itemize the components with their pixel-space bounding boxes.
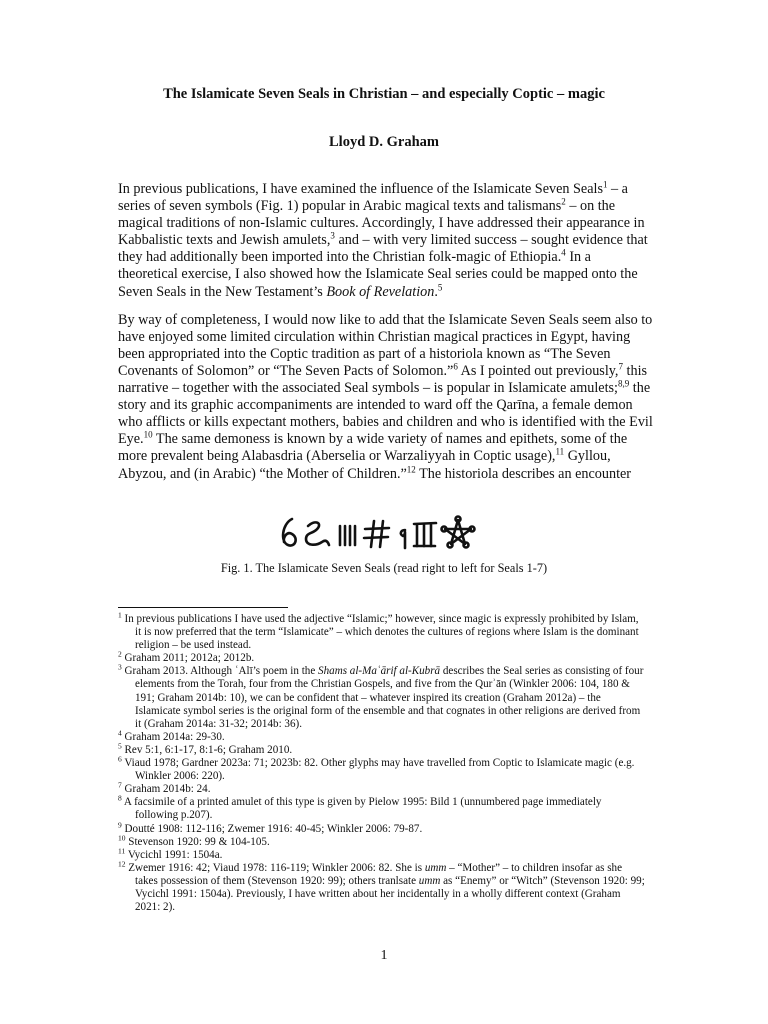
footnote-number: 10 [118, 832, 126, 842]
italic-text: umm [424, 861, 447, 874]
seven-seals-glyphs [274, 512, 494, 552]
footnote-number: 5 [118, 741, 122, 751]
paragraph: By way of completeness, I would now like to add that the Islamicate Seven Seals seem also to have enjoyed some limited circulation within Christian magical practices in Egypt, having been appropriated into the Coptic tradition as part of a historiola known as “The Seven Covenants of Solomon” or “The Seven Pacts of Solomon.”$^6$ As I pointed out previously,$^7$ this narrative – together with the associated Seal symbols – is popular in Islamicate amulets;$^{8,9}$ the story and its graphic accompaniments are intended to ward off the Qarīna, a female demon who afflicts or kills expectant mothers, babies and children and who is identified with the Evil Eye.$^{10}$ The same demoness is known by a wide variety of names and epithets, some of the more prevalent being Alabasdria (Aberselia or Warzaliyyah in Coptic usage),$^{11}$ Gyllou, Abyzou, and (in Arabic) “the Mother of Children.”$^{12}$ The historiola describes an encounter [118, 311, 653, 482]
footnote-10: $^{10}$ Stevenson 1920: 99 & 104-105. [118, 832, 270, 848]
footnote-marker: 6 [453, 361, 458, 372]
footnote-marker: 7 [618, 361, 623, 372]
footnote-number: 9 [118, 819, 122, 829]
footnote-marker: 4 [561, 247, 566, 258]
body-text [118, 181, 654, 494]
triple-bar-seal-icon [414, 523, 436, 546]
footnote-1: $^1$ In previous publications I have used the adjective “Islamic;” however, since magic is expressly prohibited by Islam, it is now preferred that the term “Islamicate” – which denotes the cultures of regions where Islam is the dominant religion – be used instead. [118, 610, 639, 652]
italic-text: Book of Revelation [326, 283, 435, 300]
footnote-marker: 5 [437, 281, 443, 292]
ha-seal-icon [306, 522, 329, 545]
footnote-separator [118, 607, 288, 608]
italic-text: umm [418, 874, 441, 887]
footnotes [118, 610, 646, 914]
footnote-number: 12 [118, 859, 126, 869]
footnote-number: 7 [118, 780, 122, 790]
footnote-7: $^7$ Graham 2014b: 24. [118, 780, 211, 796]
pentagram-seal-icon [442, 517, 475, 548]
mim-seal-icon [401, 530, 405, 548]
footnote-marker: 11 [555, 446, 565, 457]
italic-text: Shams al-Maʿārif al-Kubrā [318, 665, 441, 678]
footnote-2: $^2$ Graham 2011; 2012a; 2012b. [118, 649, 255, 665]
footnote-12: $^{12}$ Zwemer 1916: 42; Viaud 1978: 116-119; Winkler 2006: 82. She is umm – “Mother” – to children insofar as she takes possession of them (Stevenson 1920: 99); others tranlsate umm as “Enemy” or “Witch” (Stevenson 1920: 99; Vycichl 1991: 1504a). Previously, I have written about her incidentally in a wholly different context (Graham 2021: 2). [118, 859, 645, 914]
quadruple-bar-seal-icon [340, 526, 355, 545]
author-name: Lloyd D. Graham [329, 134, 439, 150]
footnote-number: 3 [118, 662, 122, 672]
footnote-marker: 1 [602, 179, 608, 190]
footnote-marker: 10 [143, 429, 153, 440]
footnote-4: $^4$ Graham 2014a: 29-30. [118, 728, 225, 743]
footnote-number: 1 [118, 610, 122, 620]
paper-title: The Islamicate Seven Seals in Christian – and especially Coptic – magic [163, 86, 605, 102]
footnote-11: $^{11}$ Vycichl 1991: 1504a. [118, 846, 223, 861]
footnote-number: 4 [118, 728, 122, 738]
footnote-6: $^6$ Viaud 1978; Gardner 2023a: 71; 2023b: 82. Other glyphs may have travelled from Coptic to Islamicate magic (e.g. Winkler 2006: 220). [118, 754, 635, 783]
footnote-marker: 8,9 [617, 378, 630, 389]
footnote-marker: 3 [330, 230, 335, 241]
footnote-5: $^5$ Rev 5:1, 6:1-17, 8:1-6; Graham 2010. [118, 741, 293, 756]
footnote-number: 2 [118, 649, 122, 659]
footnote-number: 6 [118, 754, 122, 764]
seven-seals-figure [0, 512, 768, 552]
page-number: 1 [380, 948, 388, 963]
footnote-marker: 12 [406, 463, 416, 474]
footnote-8: $^8$ A facsimile of a printed amulet of this type is given by Pielow 1995: Bild 1 (unnumbered page immediately following p.207). [118, 793, 602, 822]
footnote-number: 8 [118, 793, 122, 803]
six-seal-icon [283, 519, 296, 546]
footnote-9: $^9$ Doutté 1908: 112-116; Zwemer 1916: 40-45; Winkler 2006: 79-87. [118, 819, 423, 835]
footnote-3: $^3$ Graham 2013. Although ʿAlī’s poem in the Shams al-Maʿārif al-Kubrā describes the Seal series as consisting of four elements from the Torah, four from the Christian Gospels, and five from the Qurʾān (Winkler 2006: 104, 180 & 191; Graham 2014b: 10), we can be confident that – whatever inspired its creation (Graham 2012a) – the Islamicate symbol series is the original form of the ensemble and that cognates in other religions are derived from it (Graham 2014a: 31-32; 2014b: 36). [118, 662, 644, 730]
ladder-seal-icon [364, 521, 389, 547]
figure-caption: Fig. 1. The Islamicate Seven Seals (read right to left for Seals 1-7) [220, 561, 548, 575]
footnote-marker: 2 [561, 196, 566, 207]
paragraph: In previous publications, I have examined the influence of the Islamicate Seven Seals$^1$ – a series of seven symbols (Fig. 1) popular in Arabic magical texts and talismans$^2$ – on the magical traditions of non-Islamic cultures. Accordingly, I have addressed their appearance in Kabbalistic texts and Jewish amulets,$^3$ and – with very limited success – sought evidence that they had additionally been imported into the Christian folk-magic of Ethiopia.$^4$ In a theoretical exercise, I also showed how the Islamicate Seal series could be mapped onto the Seven Seals in the New Testament’s Book of Revelation.$^5$ [118, 179, 648, 300]
footnote-number: 11 [118, 846, 126, 855]
